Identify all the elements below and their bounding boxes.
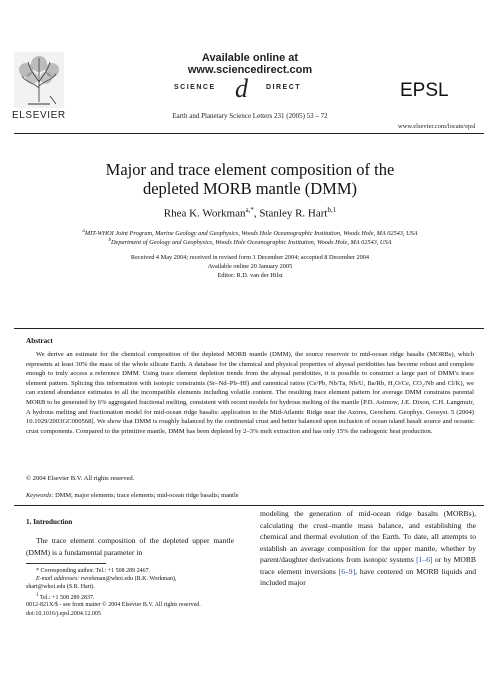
journal-abbrev: EPSL bbox=[400, 80, 449, 101]
issn-block bbox=[26, 601, 286, 618]
corresponding-author: * Corresponding author. Tel.: +1 508 289 2467. bbox=[36, 568, 151, 574]
available-online-text: Available online at www.sciencedirect.com bbox=[187, 52, 313, 76]
email-label: E-mail addresses: bbox=[36, 576, 80, 583]
journal-citation: Earth and Planetary Science Letters 231 (2005) 53 – 72 bbox=[172, 112, 328, 120]
title-line-1: Major and trace element composition of the bbox=[105, 160, 395, 179]
citation-link-1[interactable]: [1–6] bbox=[416, 555, 433, 564]
tel-sup: 1 bbox=[36, 592, 39, 598]
right-text-b: or by MORB trace element inversions bbox=[260, 555, 476, 576]
keywords-label: Keywords: bbox=[26, 492, 54, 499]
right-text-c: , have centered on MORB liquids and included major bbox=[260, 566, 476, 587]
keywords bbox=[26, 492, 474, 499]
keywords-list: DMM; major elements; trace elements; mid-ocean ridge basalts; mantle bbox=[53, 492, 239, 499]
left-column-text: The trace element composition of the depleted upper mantle (DMM) is a fundamental parameter in bbox=[26, 536, 234, 557]
abstract-rule-bottom bbox=[14, 505, 484, 506]
header-rule bbox=[14, 133, 484, 134]
author-1: Rhea K. Workman bbox=[163, 207, 246, 220]
affiliation-b-sup: b bbox=[108, 238, 111, 243]
author-1-sup[interactable]: a,* bbox=[245, 206, 254, 214]
affiliation-a-text: MIT-WHOI Joint Program, Marine Geology and Geophysics, Woods Hole Oceanographic Institution, Woods Hole, MA 02543, USA bbox=[84, 230, 418, 238]
footnotes bbox=[26, 567, 236, 602]
footnote-rule bbox=[26, 563, 106, 564]
editor: Editor: R.D. van der Hilst bbox=[217, 272, 283, 279]
affiliation-b bbox=[20, 236, 480, 247]
author-separator: , bbox=[253, 207, 260, 220]
article-title bbox=[40, 160, 460, 198]
right-text-a: modeling the generation of mid-ocean ridge basalts (MORBs), calculating the crust–mantle mass balance, and establishing the chemical and thermal evolution of the Earth. To date, all attempts to establish an average composition for the upper mantle, whether by parent/daughter derivations from isotopic systems bbox=[260, 509, 476, 564]
author-2: Stanley R. Hart bbox=[259, 207, 328, 220]
sciencedirect-d-icon: d bbox=[235, 74, 248, 103]
affiliation-b-text: Department of Geology and Geophysics, Woods Hole Oceanographic Institution, Woods Hole, MA 02543, USA bbox=[111, 239, 392, 247]
elsevier-tree-logo-icon bbox=[14, 52, 64, 108]
available-date: Available online 20 January 2005 bbox=[207, 263, 293, 270]
abstract-text: We derive an estimate for the chemical composition of the depleted MORB mantle (DMM), the source reservoir to mid-ocean ridge basalts (MORBs), which represents at least 30% the mass of the whole silicate Earth. A database for the chemical and physical properties of abyssal peridotites has become robust and complete enough to truly access a reference DMM. Using trace element depletion trends from the abyssal peridotites, it is possible to construct a large part of DMM’s trace element pattern. Splicing this information with isotopic constraints (Sr–Nd–Pb–Hf) and canonical ratios (Ce/Pb, Nb/Ta, Nb/U, Ba/Rb, H₂O/Ce, CO₂/Nb and Cl/K), we can extend abundance estimates to all the incompatible elements including volatile content. The resulting trace element pattern for average DMM constrains parental MORB to be generated by 6% aggregated fractional melting, consistent with recent models for hydrous melting of the mantle [P.D. Asimow, J.E. Dixon, C.H. Langmuir, A hydrous melting and fractionation model for mid-ocean ridge basalts: application to the Mid-Atlantic Ridge near the Azores, Geochem. Geophys. Geosyst. 5 (2004) 10.1029/2003GC000568]. We show that DMM is roughly balanced by the continental crust and better balanced upon inclusion of ocean island basalt source and oceanic crust components. Compared to the primitive mantle, DMM has been depleted by 2–3% melt extraction and has only 15% the radiogenic heat production. bbox=[26, 351, 474, 435]
affiliation-a-sup: a bbox=[82, 229, 85, 234]
email-line-1 bbox=[26, 575, 236, 583]
issn-text: 0012-821X/$ - see front matter © 2004 Elsevier B.V. All rights reserved. bbox=[26, 602, 201, 608]
publisher-name: ELSEVIER bbox=[12, 110, 66, 121]
tel-text: Tel.: +1 508 289 2837. bbox=[38, 594, 95, 601]
citation-link-2[interactable]: [6–9] bbox=[338, 566, 356, 576]
email-1-link[interactable]: rworkman@whoi.edu (R.K. Workman), bbox=[79, 576, 177, 583]
doi-link[interactable]: doi:10.1016/j.epsl.2004.12.005 bbox=[26, 610, 101, 617]
section-heading: 1. Introduction bbox=[26, 518, 73, 526]
sciencedirect-right: DIRECT bbox=[266, 84, 302, 91]
abstract-copyright: © 2004 Elsevier B.V. All rights reserved. bbox=[26, 475, 135, 482]
journal-url-link[interactable]: www.elsevier.com/locate/epsl bbox=[398, 123, 476, 130]
abstract-rule-top bbox=[14, 328, 484, 329]
sciencedirect-logo[interactable] bbox=[150, 74, 350, 103]
right-column-text bbox=[260, 508, 476, 589]
title-line-2: depleted MORB mantle (DMM) bbox=[142, 179, 357, 198]
author-2-sup[interactable]: b,1 bbox=[327, 206, 337, 214]
abstract-heading: Abstract bbox=[26, 337, 53, 345]
received-dates: Received 4 May 2004; received in revised form 1 December 2004; accepted 8 December 2004 bbox=[130, 254, 370, 261]
email-2-link[interactable]: shart@whoi.edu (S.R. Hart). bbox=[26, 584, 95, 591]
sciencedirect-left: SCIENCE bbox=[174, 84, 216, 91]
author-list bbox=[40, 206, 460, 220]
